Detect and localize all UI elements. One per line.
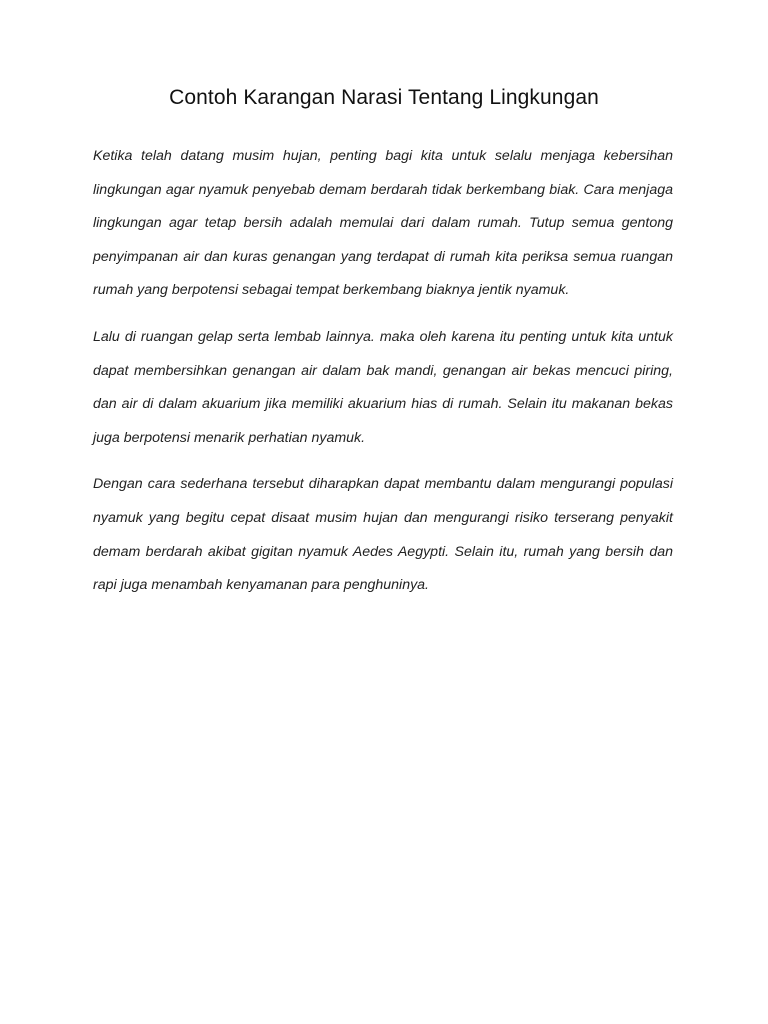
paragraph-3: Dengan cara sederhana tersebut diharapkan dapat membantu dalam mengurangi populasi nyamuk yang begitu cepat disaat musim hujan dan mengurangi risiko terserang penyakit demam berdarah akibat gigitan nyamuk Aedes Aegypti. Selain itu, rumah yang bersih dan rapi juga menambah kenyamanan para penghuninya. xyxy=(93,476,673,594)
document-body xyxy=(93,140,673,616)
paragraph-1: Ketika telah datang musim hujan, penting bagi kita untuk selalu menjaga kebersihan lingkungan agar nyamuk penyebab demam berdarah tidak berkembang biak. Cara menjaga lingkungan agar tetap bersih adalah memulai dari dalam rumah. Tutup semua gentong penyimpanan air dan kuras genangan yang terdapat di rumah kita periksa semua ruangan rumah yang berpotensi sebagai tempat berkembang biaknya jentik nyamuk. xyxy=(93,148,673,299)
document-title: Contoh Karangan Narasi Tentang Lingkungan xyxy=(169,86,599,109)
paragraph-2: Lalu di ruangan gelap serta lembab lainnya. maka oleh karena itu penting untuk kita untuk dapat membersihkan genangan air dalam bak mandi, genangan air bekas mencuci piring, dan air di dalam akuarium jika memiliki akuarium hias di rumah. Selain itu makanan bekas juga berpotensi menarik perhatian nyamuk. xyxy=(93,328,673,446)
